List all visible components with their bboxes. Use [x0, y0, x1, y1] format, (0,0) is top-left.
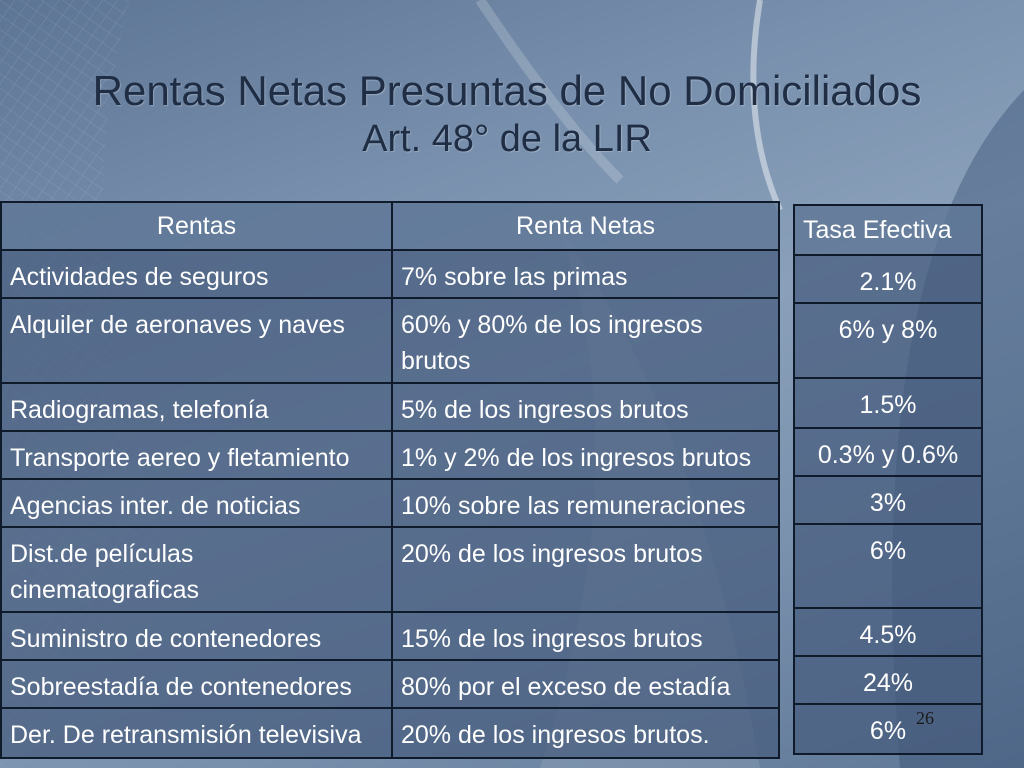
table-row [1, 479, 779, 527]
table-row [794, 428, 982, 476]
slide-title: Rentas Netas Presuntas de No Domiciliados [92, 67, 922, 114]
table-row [1, 612, 779, 660]
table-row [1, 527, 779, 612]
tasa-cell: 0.3% y 0.6% [794, 428, 982, 476]
renta-cell: Suministro de contenedores [1, 612, 392, 660]
tasa-cell: 24% [794, 656, 982, 704]
header-tasa-efectiva: Tasa Efectiva [794, 205, 982, 255]
table-row [794, 656, 982, 704]
table-row [794, 608, 982, 656]
tasa-cell: 2.1% [794, 255, 982, 303]
tasa-cell: 4.5% [794, 608, 982, 656]
table-row [1, 298, 779, 383]
renta-cell: Agencias inter. de noticias [1, 479, 392, 527]
renta-neta-cell: 80% por el exceso de estadía [392, 660, 779, 708]
table-row [794, 524, 982, 608]
table-row [794, 303, 982, 378]
table-header-row [794, 205, 982, 255]
renta-cell: Alquiler de aeronaves y naves [1, 298, 392, 383]
tasa-cell: 6% [794, 524, 982, 608]
renta-cell: Actividades de seguros [1, 250, 392, 298]
table-row [794, 378, 982, 428]
renta-cell: Transporte aereo y fletamiento [1, 431, 392, 479]
renta-cell: Sobreestadía de contenedores [1, 660, 392, 708]
table-row [1, 708, 779, 758]
tasa-efectiva-table [793, 204, 983, 755]
renta-neta-cell: 20% de los ingresos brutos [392, 527, 779, 612]
slide-number: 26 [916, 708, 934, 728]
tasa-cell: 6% y 8% [794, 303, 982, 378]
renta-neta-cell: 7% sobre las primas [392, 250, 779, 298]
renta-neta-cell: 1% y 2% de los ingresos brutos [392, 431, 779, 479]
table-row [794, 255, 982, 303]
renta-neta-cell: 20% de los ingresos brutos. [392, 708, 779, 758]
renta-neta-cell: 15% de los ingresos brutos [392, 612, 779, 660]
table-header-row [1, 202, 779, 250]
renta-cell: Dist.de películas cinematograficas [1, 527, 392, 612]
table-row [1, 431, 779, 479]
slide-subtitle: Art. 48° de la LIR [362, 118, 652, 160]
table-row [1, 383, 779, 431]
title-block [0, 66, 1014, 162]
tasa-cell: 3% [794, 476, 982, 524]
renta-neta-cell: 10% sobre las remuneraciones [392, 479, 779, 527]
header-renta-netas: Renta Netas [392, 202, 779, 250]
tasa-cell: 6% [794, 704, 982, 754]
renta-cell: Radiogramas, telefonía [1, 383, 392, 431]
table-row [1, 250, 779, 298]
tasa-cell: 1.5% [794, 378, 982, 428]
renta-cell: Der. De retransmisión televisiva [1, 708, 392, 758]
table-row [794, 476, 982, 524]
table-row [794, 704, 982, 754]
renta-neta-cell: 5% de los ingresos brutos [392, 383, 779, 431]
table-row [1, 660, 779, 708]
renta-neta-cell: 60% y 80% de los ingresos brutos [392, 298, 779, 383]
header-rentas: Rentas [1, 202, 392, 250]
rentas-table [0, 201, 780, 759]
